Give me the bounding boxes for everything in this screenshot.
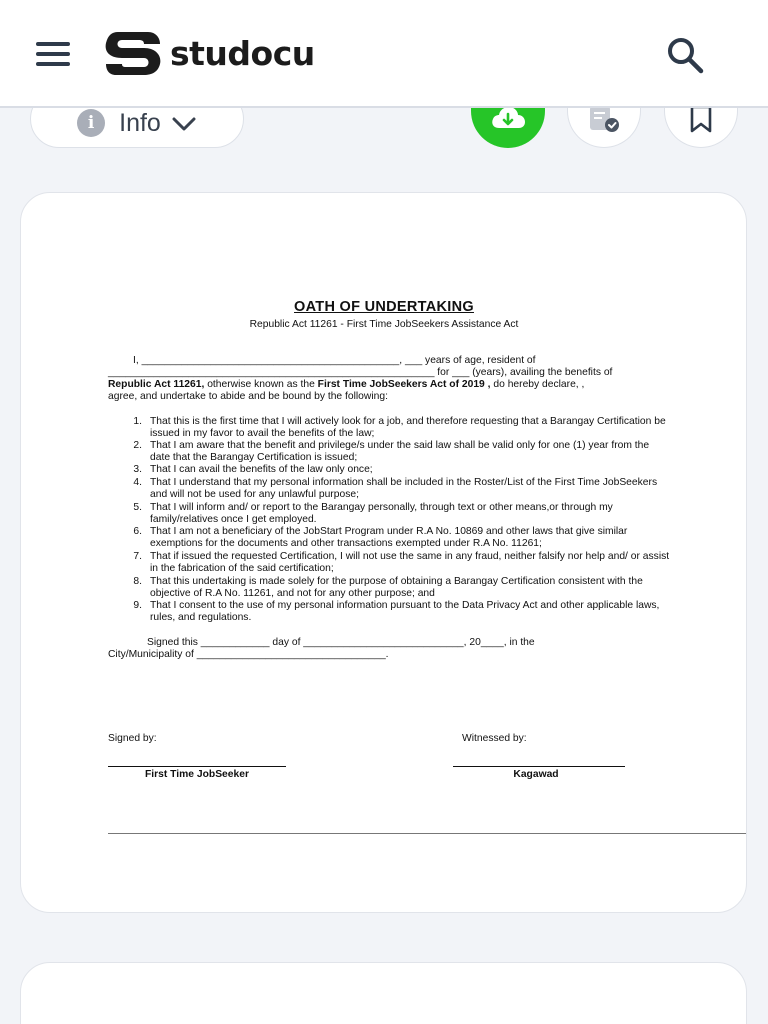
list-item: That this undertaking is made solely for the purpose of obtaining a Barangay Certification consistent with the objective of R.A No. 11261, and not for any other purpose; and bbox=[150, 576, 643, 600]
list-item-number: 7. bbox=[133, 551, 142, 562]
list-item-number: 9. bbox=[133, 600, 142, 611]
signed-by-label: Signed by: bbox=[108, 733, 157, 744]
list-item: That I am not a beneficiary of the JobStart Program under R.A No. 10869 and other laws that give similar exemptions for the documents and other transactions exempted under R.A No. 11261; bbox=[150, 526, 628, 550]
list-item-number: 5. bbox=[133, 502, 142, 513]
hamburger-menu-icon[interactable] bbox=[36, 42, 70, 66]
witness-signature-line bbox=[453, 766, 625, 767]
intro-bold-act: Republic Act 11261, bbox=[108, 379, 205, 390]
intro-bold-name: First Time JobSeekers Act of 2019 , bbox=[317, 379, 491, 390]
document-title: OATH OF UNDERTAKING bbox=[294, 299, 474, 315]
info-label: Info bbox=[119, 108, 161, 137]
menu-bar bbox=[36, 52, 70, 56]
info-icon: i bbox=[77, 109, 105, 137]
witnessed-by-label: Witnessed by: bbox=[462, 733, 527, 744]
witness-role: Kagawad bbox=[513, 769, 559, 780]
list-item: That if issued the requested Certification, I will not use the same in any fraud, neither falsify nor help and/ or assist in the fabrication of the said certification; bbox=[150, 551, 670, 575]
studocu-logo-icon bbox=[104, 30, 162, 76]
signer-role: First Time JobSeeker bbox=[145, 769, 249, 780]
list-item-number: 6. bbox=[133, 526, 142, 537]
list-item-number: 2. bbox=[133, 440, 142, 451]
signed-date-line: Signed this ____________ day of ____________________________, 20____, in the bbox=[147, 637, 535, 648]
intro-line-3 bbox=[108, 379, 584, 391]
list-item-number: 1. bbox=[133, 416, 142, 427]
document-subtitle: Republic Act 11261 - First Time JobSeekers Assistance Act bbox=[249, 319, 519, 330]
list-item-number: 8. bbox=[133, 576, 142, 587]
intro-mid-text: otherwise known as the bbox=[204, 379, 318, 390]
search-icon[interactable] bbox=[666, 36, 704, 74]
signer-signature-line bbox=[108, 766, 286, 767]
list-item: That I will inform and/ or report to the Barangay personally, through text or other means,or through my family/relatives once I get employed. bbox=[150, 502, 613, 526]
intro-line-4: agree, and undertake to abide and be bound by the following: bbox=[108, 391, 388, 402]
list-item: That I am aware that the benefit and privilege/s under the said law shall be valid only for one (1) year from the date that the Barangay Certification is issued; bbox=[150, 440, 650, 464]
menu-bar bbox=[36, 42, 70, 46]
list-item: That I consent to the use of my personal information pursuant to the Data Privacy Act and other applicable laws, rules, and regulations. bbox=[150, 600, 660, 624]
logo-text: studocu bbox=[170, 33, 315, 73]
page-bottom-rule bbox=[108, 833, 746, 834]
menu-bar bbox=[36, 62, 70, 66]
list-item: That this is the first time that I will actively look for a job, and therefore requesting that a Barangay Certification be issued in my favor to avail the benefits of the law; bbox=[150, 416, 666, 440]
list-item: That I understand that my personal information shall be included in the Roster/List of the First Time JobSeekers and will not be used for any unlawful purpose; bbox=[150, 477, 658, 501]
intro-line-2: _________________________________________________________ for ___ (years), availing the benefits of bbox=[108, 367, 613, 378]
list-item: That I can avail the benefits of the law only once; bbox=[150, 464, 373, 475]
intro-end-text: do hereby declare, , bbox=[490, 379, 585, 390]
city-line: City/Municipality of _________________________________. bbox=[108, 649, 389, 660]
list-item-number: 4. bbox=[133, 477, 142, 488]
intro-line-1: I, _____________________________________________, ___ years of age, resident of bbox=[133, 355, 536, 366]
studocu-logo[interactable] bbox=[104, 30, 315, 76]
top-header bbox=[0, 0, 768, 108]
list-item-number: 3. bbox=[133, 464, 142, 475]
